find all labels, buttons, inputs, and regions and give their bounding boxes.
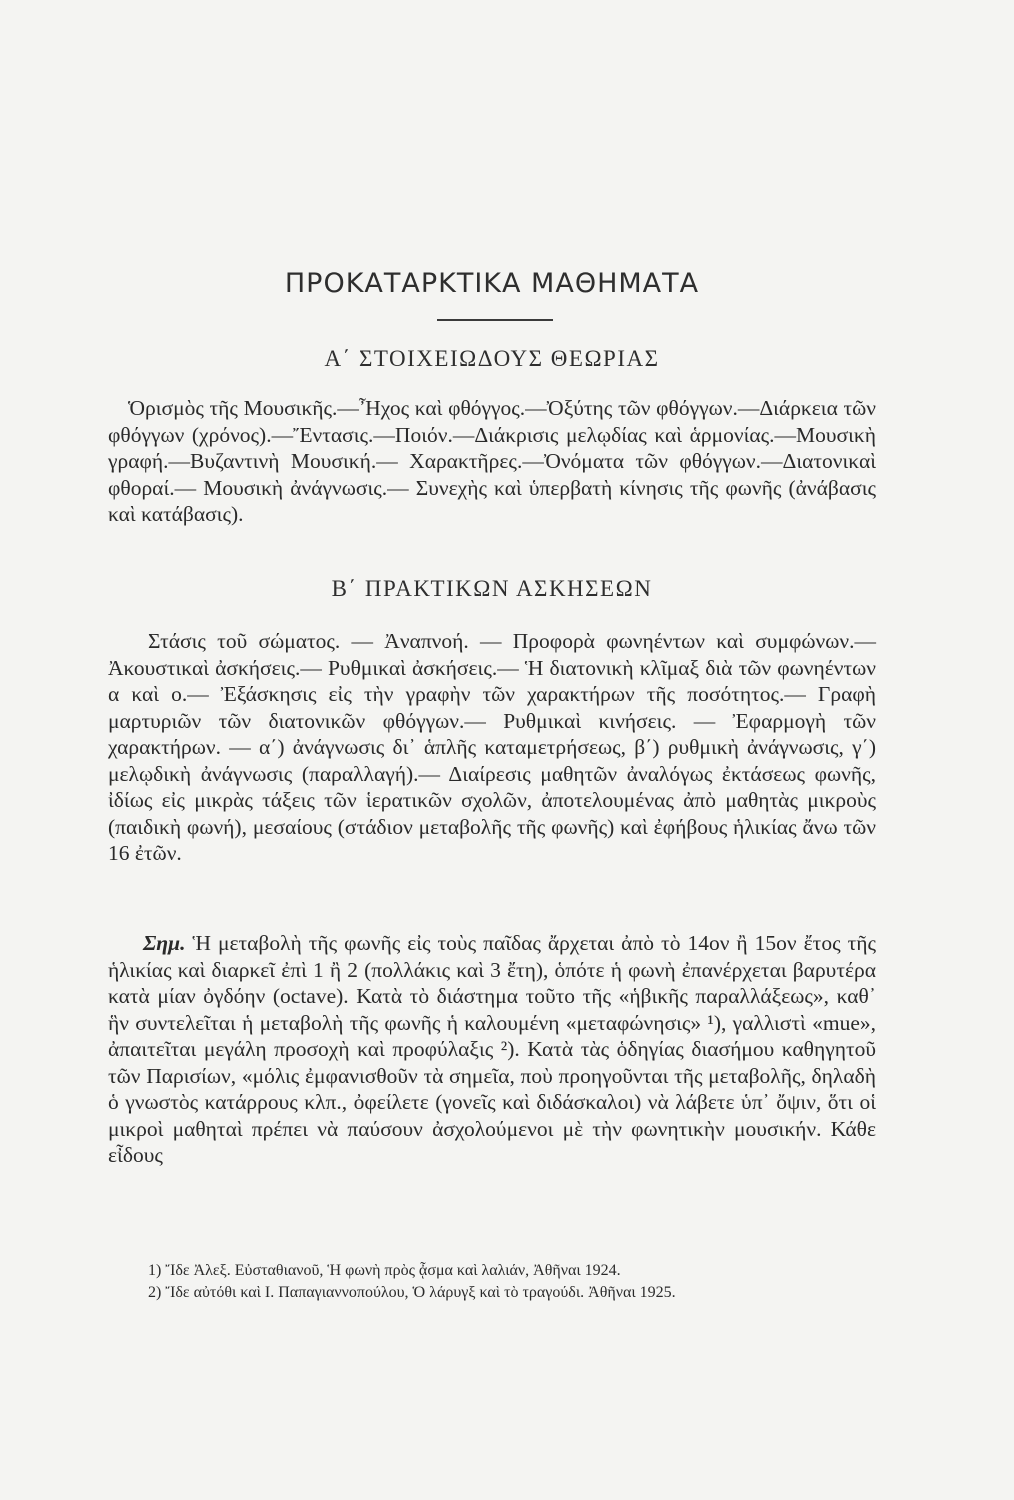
section-b-heading: Β΄ ΠΡΑΚΤΙΚΩΝ ΑΣΚΗΣΕΩΝ (331, 576, 653, 601)
note-label: Σημ. (143, 931, 186, 955)
footnote-1: 1) Ἴδε Ἀλεξ. Εὐσταθιανοῦ, Ἡ φωνὴ πρὸς ᾆσμα καὶ λαλιάν, Ἀθῆναι 1924. (148, 1262, 621, 1279)
section-a-heading: Α΄ ΣΤΟΙΧΕΙΩΔΟΥΣ ΘΕΩΡΙΑΣ (324, 346, 660, 371)
footnotes (108, 1260, 878, 1304)
section-b-text: Στάσις τοῦ σώματος. — Ἀναπνοή. — Προφορὰ φωνηέντων καὶ συμφώνων.— Ἀκουστικαὶ ἀσκήσεις.— Ρυθμικαὶ ἀσκήσεις.— Ἡ διατονικὴ κλῖμαξ διὰ τῶν φωνηέντων α καὶ ο.— Ἐξάσκησις εἰς τὴν γραφὴν τῶν χαρακτήρων τῆς ποσότητος.— Γραφὴ μαρτυριῶν τῶν διατονικῶν φθόγγων.— Ρυθμικαὶ κινήσεις. — Ἐφαρμογὴ τῶν χαρακτήρων. — α΄) ἀνάγνωσις δι᾿ ἁπλῆς καταμετρήσεως, β΄) ρυθμικὴ ἀνάγνωσις, γ΄) μελῳδικὴ ἀνάγνωσις (παραλλαγή).— Διαίρεσις μαθητῶν ἀναλόγως ἐκτάσεως φωνῆς, ἰδίως εἰς μικρὰς τάξεις τῶν ἱερατικῶν σχολῶν, ἀποτελουμένας ἀπὸ μαθητὰς μικροὺς (παιδικὴ φωνή), μεσαίους (στάδιον μεταβολῆς τῆς φωνῆς) καὶ ἐφήβους ἡλικίας ἄνω τῶν 16 ἐτῶν. (108, 629, 876, 865)
title-underline (437, 319, 553, 321)
page-title: ΠΡΟΚΑΤΑΡΚΤΙΚΑ ΜΑΘΗΜΑΤΑ (284, 268, 700, 299)
note-paragraph (108, 930, 876, 1169)
footnote-2: 2) Ἴδε αὐτόθι καὶ Ι. Παπαγιαννοπούλου, Ὁ λάρυγξ καὶ τὸ τραγούδι. Ἀθῆναι 1925. (148, 1284, 676, 1301)
section-a-text: Ὁρισμὸς τῆς Μουσικῆς.—Ἦχος καὶ φθόγγος.—Ὀξύτης τῶν φθόγγων.—Διάρκεια τῶν φθόγγων (χρόνος).—Ἔντασις.—Ποιόν.—Διάκρισις μελῳδίας καὶ ἁρμονίας.—Μουσικὴ γραφή.—Βυζαντινὴ Μουσική.— Χαρακτῆρες.—Ὀνόματα τῶν φθόγγων.—Διατονικαὶ φθοραί.— Μουσικὴ ἀνάγνωσις.— Συνεχὴς καὶ ὑπερβατὴ κίνησις τῆς φωνῆς (ἀνάβασις καὶ κατάβασις). (108, 396, 876, 526)
note-text: Ἡ μεταβολὴ τῆς φωνῆς εἰς τοὺς παῖδας ἄρχεται ἀπὸ τὸ 14ον ἢ 15ον ἔτος τῆς ἡλικίας καὶ διαρκεῖ ἐπὶ 1 ἢ 2 (πολλάκις καὶ 3 ἔτη), ὁπότε ἡ φωνὴ ἐπανέρχεται βαρυτέρα κατὰ μίαν ὀγδόην (octave). Κατὰ τὸ διάστημα τοῦτο τῆς «ἡβικῆς παραλλάξεως», καθ᾿ ἣν συντελεῖται ἡ μεταβολὴ τῆς φωνῆς ἡ καλουμένη «μεταφώνησις» ¹), γαλλιστὶ «mue», ἀπαιτεῖται μεγάλη προσοχὴ καὶ προφύλαξις ²). Κατὰ τὰς ὁδηγίας διασήμου καθηγητοῦ τῶν Παρισίων, «μόλις ἐμφανισθοῦν τὰ σημεῖα, ποὺ προηγοῦνται τῆς μεταβολῆς, δηλαδὴ ὁ γνωστὸς κατάρρους κλπ., ὀφείλετε (γονεῖς καὶ διδάσκαλοι) νὰ λάβετε ὑπ᾿ ὄψιν, ὅτι οἱ μικροὶ μαθηταὶ πρέπει νὰ παύσουν ἀσχολούμενοι μὲ τὴν φωνητικὴν μουσικήν. Κάθε εἶδους (108, 931, 876, 1167)
